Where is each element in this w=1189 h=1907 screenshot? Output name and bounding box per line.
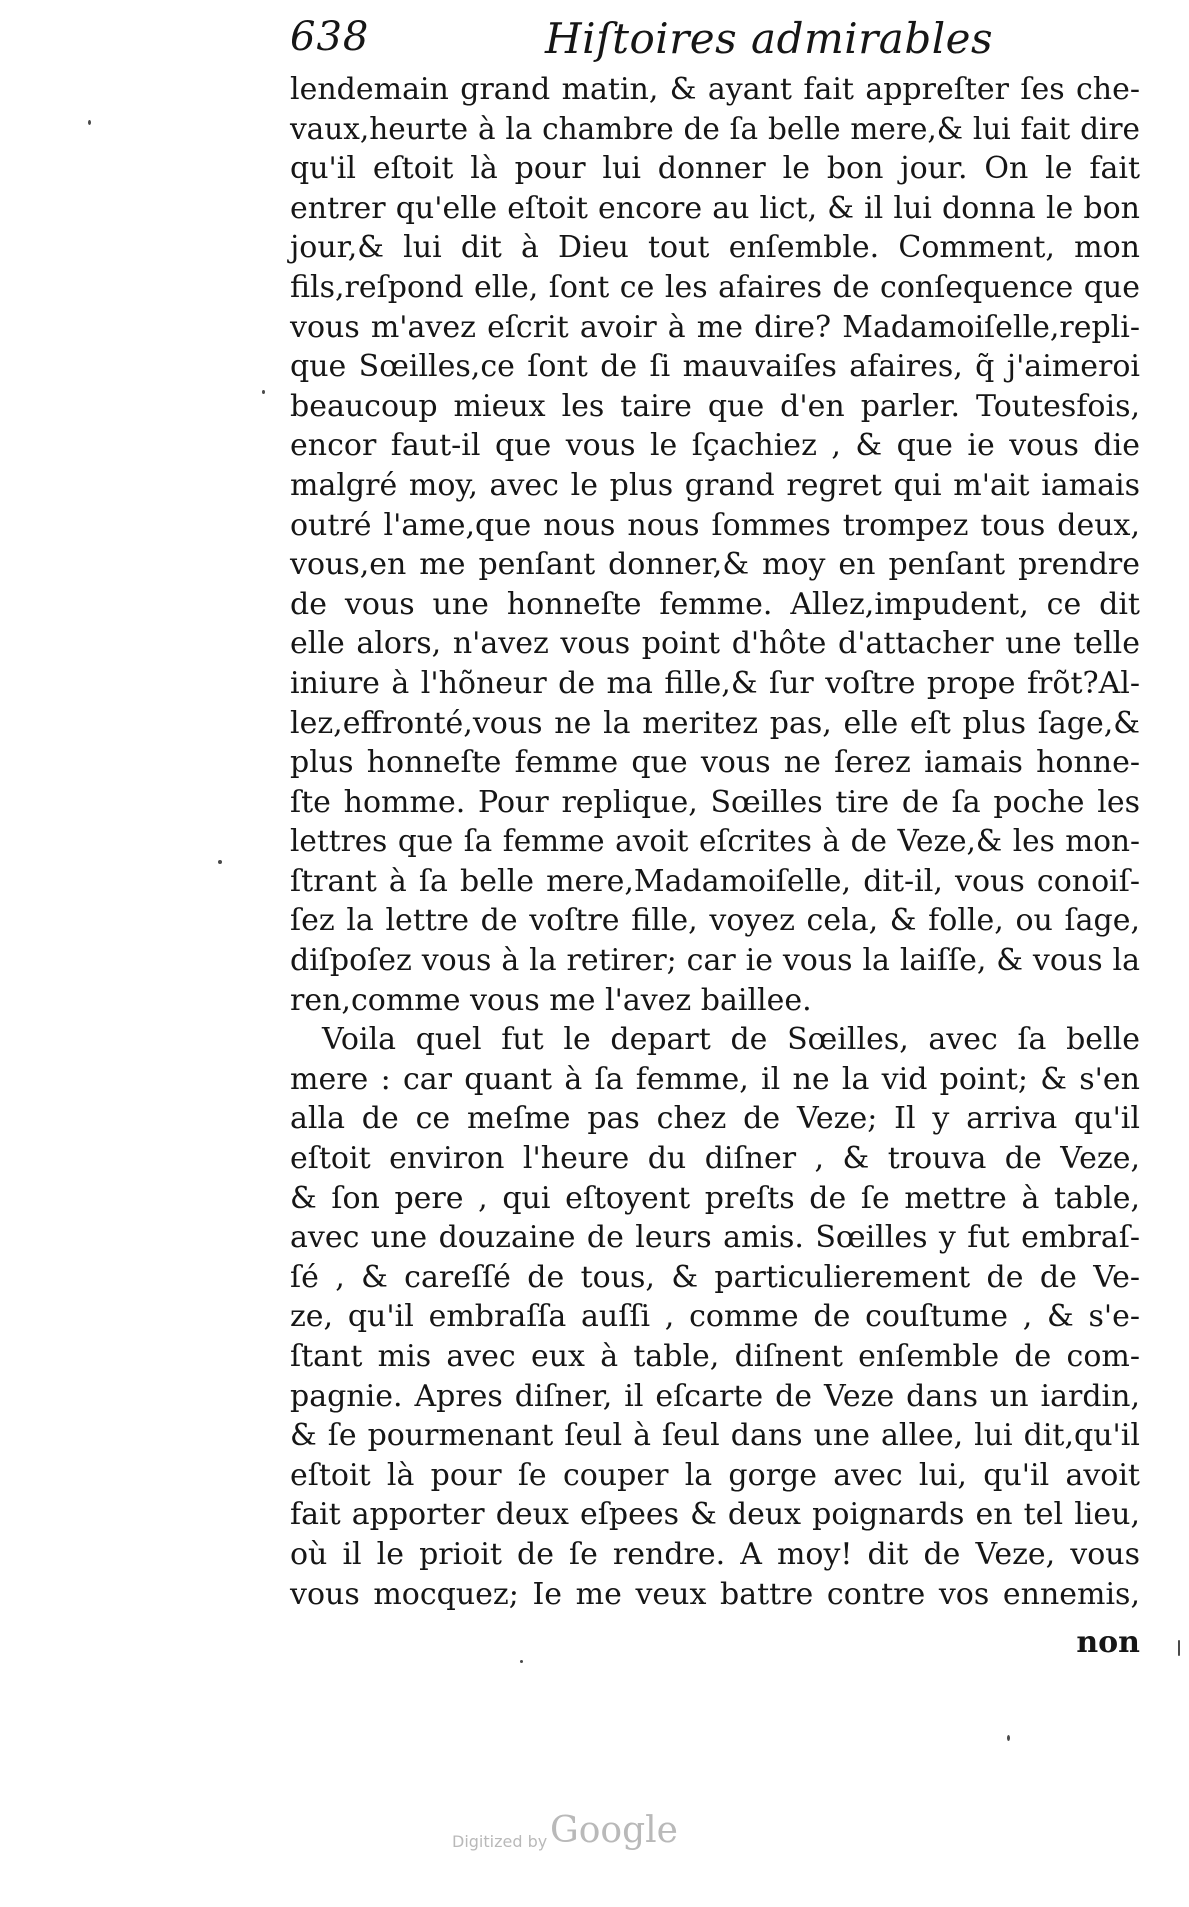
text-line: ze, qu'il embraſſa auſſi , comme de couſtume , & s'e-	[290, 1299, 1140, 1335]
page-header	[290, 14, 1130, 74]
paper-speck	[1178, 1640, 1180, 1656]
text-line: pagnie. Apres diſner, il eſcarte de Veze dans un iardin,	[290, 1378, 1140, 1414]
text-line: ren,comme vous me l'avez baillee.	[290, 982, 812, 1018]
text-line: de vous une honneſte femme. Allez,impudent, ce dit	[290, 586, 1140, 622]
text-line: vous mocquez; Ie me veux battre contre vos ennemis,	[290, 1576, 1140, 1612]
text-line: iniure à l'hõneur de ma fille,& ſur voſtre prope frõt?Al-	[290, 665, 1140, 701]
text-line: encor faut-il que vous le ſçachiez , & que ie vous die	[290, 428, 1140, 464]
text-line: diſpoſez vous à la retirer; car ie vous la laiſſe, & vous la	[290, 943, 1140, 979]
text-line: fils,reſpond elle, ſont ce les afaires de conſequence que	[290, 269, 1140, 305]
text-line: beaucoup mieux les taire que d'en parler. Toutesfois,	[290, 388, 1140, 424]
running-title: Hiſtoires admirables	[545, 14, 994, 63]
text-line: qu'il eſtoit là pour lui donner le bon jour. On le fait	[290, 151, 1140, 187]
text-line: & ſe pourmenant ſeul à ſeul dans une allee, lui dit,qu'il	[290, 1418, 1140, 1454]
text-line: eſtoit environ l'heure du diſner , & trouva de Veze,	[290, 1141, 1140, 1177]
paper-speck	[520, 1660, 523, 1663]
text-line: outré l'ame,que nous nous ſommes trompez tous deux,	[290, 507, 1140, 543]
text-line: fait apporter deux eſpees & deux poignards en tel lieu,	[290, 1497, 1140, 1533]
text-line: où il le prioit de ſe rendre. A moy! dit de Veze, vous	[290, 1536, 1140, 1572]
text-line: plus honneſte femme que vous ne ſerez iamais honne-	[290, 745, 1140, 781]
text-line: Voila quel fut le depart de Sœilles, avec ſa belle	[322, 1022, 1140, 1058]
text-line: vaux,heurte à la chambre de ſa belle mere,& lui fait dire	[290, 111, 1140, 146]
text-line: elle alors, n'avez vous point d'hôte d'attacher une telle	[290, 626, 1140, 662]
text-line: avec une douzaine de leurs amis. Sœilles y fut embraſ-	[290, 1220, 1140, 1256]
text-line: ſtrant à ſa belle mere,Madamoiſelle, dit-il, vous conoiſ-	[290, 863, 1140, 899]
text-line: vous m'avez eſcrit avoir à me dire? Madamoiſelle,repli-	[290, 309, 1140, 345]
text-line: lettres que ſa femme avoit eſcrites à de Veze,& les mon-	[290, 824, 1140, 859]
digitization-watermark	[452, 1810, 752, 1860]
text-line: que Sœilles,ce ſont de ſi mauvaiſes afaires, q̃ j'aimeroi	[290, 349, 1140, 385]
catchword: non	[1076, 1625, 1140, 1660]
text-line: eſtoit là pour ſe couper la gorge avec lui, qu'il avoit	[290, 1457, 1140, 1493]
paper-speck	[262, 390, 265, 394]
paper-speck	[88, 120, 91, 125]
text-line: ſtant mis avec eux à table, diſnent enſemble de com-	[290, 1339, 1140, 1374]
text-line: alla de ce meſme pas chez de Veze; Il y arriva qu'il	[290, 1101, 1140, 1137]
text-line: ſé , & careſſé de tous, & particulierement de de Ve-	[290, 1259, 1140, 1295]
text-line: & ſon pere , qui eſtoyent preſts de ſe mettre à table,	[290, 1180, 1140, 1216]
text-line: lez,effronté,vous ne la meritez pas, elle eſt plus ſage,&	[290, 705, 1140, 741]
body-text	[290, 70, 1140, 1614]
text-line: entrer qu'elle eſtoit encore au lict, & il lui donna le bon	[290, 190, 1140, 226]
page-number: 638	[290, 14, 370, 60]
paper-speck	[1007, 1735, 1010, 1741]
text-line: lendemain grand matin, & ayant fait appreſter ſes che-	[290, 72, 1140, 107]
text-line: mere : car quant à ſa femme, il ne la vid point; & s'en	[290, 1061, 1140, 1097]
text-line: malgré moy, avec le plus grand regret qui m'ait iamais	[290, 467, 1140, 503]
text-line: ſez la lettre de voſtre fille, voyez cela, & folle, ou ſage,	[290, 903, 1140, 939]
text-line: vous,en me penſant donner,& moy en penſant prendre	[290, 547, 1140, 583]
google-logo: Google	[550, 1810, 678, 1851]
paper-speck	[218, 860, 222, 864]
watermark-digitized-text: Digitized by	[452, 1832, 548, 1851]
text-line: jour,& lui dit à Dieu tout enſemble. Comment, mon	[290, 230, 1140, 266]
text-line: ſte homme. Pour replique, Sœilles tire de ſa poche les	[290, 784, 1140, 820]
